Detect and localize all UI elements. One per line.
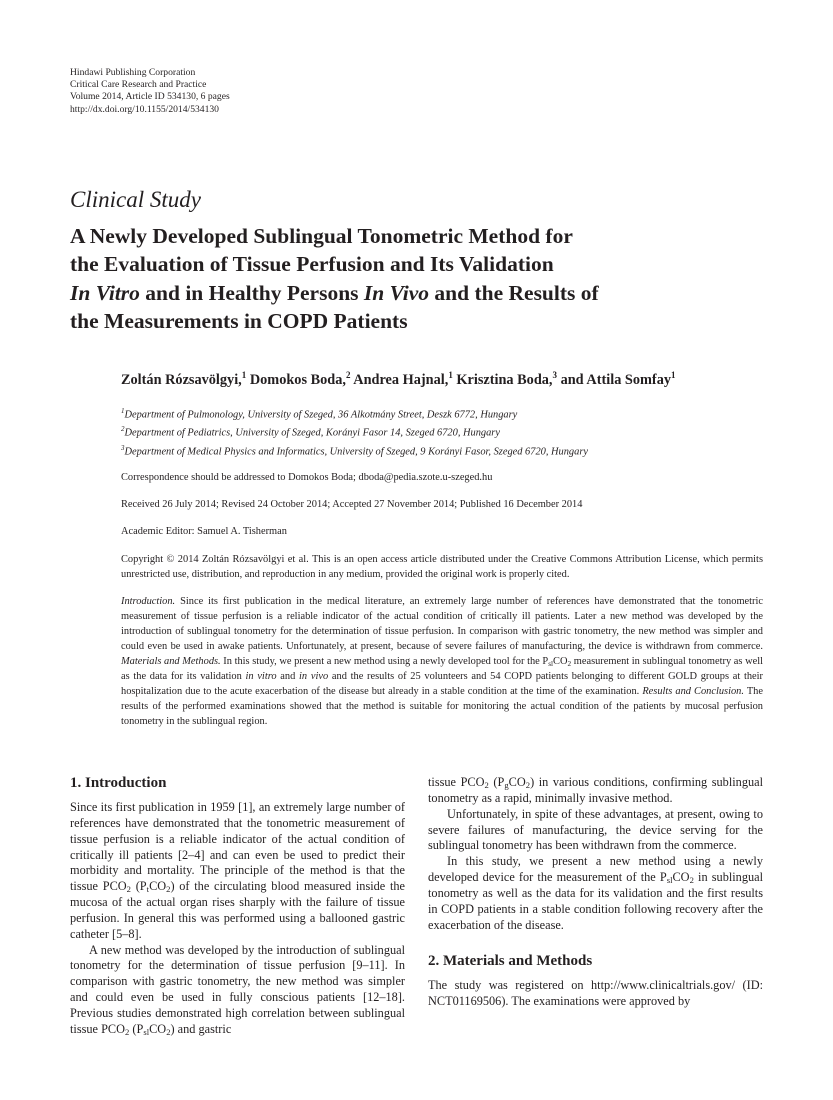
abstract [121,594,763,729]
text-run: and in Healthy Persons [139,280,364,305]
subscript: sl [548,659,554,668]
front-matter [121,404,763,729]
subscript: 2 [689,875,694,886]
section-heading-introduction: 1. Introduction [70,775,167,791]
publisher: Hindawi Publishing Corporation [70,67,196,78]
copyright-notice: Copyright © 2014 Zoltán Rózsavölgyi et al. This is an open access article distributed under the Creative Commons Attribution License, which permits unrestricted use, distribution, and reproduction in any medium, provided the original work is properly cited. [121,554,763,581]
subscript: 2 [484,780,489,791]
right-column [428,775,763,1010]
affiliation [121,441,763,459]
affiliation-marker: 3 [552,370,557,380]
italic-text: in vivo [299,670,329,682]
text-run: ) in various conditions, confirming sublingual tonometry as a rapid, minimally invasive method. [428,775,763,805]
affiliation-number: 1 [121,407,125,415]
title-line [70,222,770,250]
text-run: The results of the performed examinations showed that the method is suitable for monitoring the actual condition of the patients by mucosal perfusion tonometry in the sublingual region. [121,685,763,727]
text-run: In this study, we present a new method using a newly developed tool for the P [220,655,549,667]
subscript: 2 [126,884,131,895]
text-run: ) of the circulating blood measured inside the mucosa of the actual organ rises sharply with the failure of tissue perfusion. In general this was performed using a ballooned gastric catheter [5–8]. [70,879,406,941]
body-paragraph [428,775,763,807]
text-run: (P [130,879,147,894]
author-list [121,370,676,389]
title-line [70,250,770,278]
subscript: 2 [166,1026,171,1037]
affiliations [121,404,763,459]
italic-text: In Vivo [363,280,430,305]
left-column [70,773,405,1038]
italic-text: Materials and Methods. [121,655,221,667]
affiliation-number: 2 [121,425,125,434]
paper-title [70,222,770,335]
text-run: and [276,670,300,682]
author-name: and Attila Somfay [557,371,671,388]
subscript: sl [666,875,673,886]
journal-name: Critical Care Research and Practice [70,79,207,91]
italic-text: Results and Conclusion. [642,685,744,697]
body-paragraph [428,807,763,855]
affiliation-marker: 1 [671,370,676,380]
italic-text: In Vitro [70,280,140,305]
author-name: Andrea Hajnal, [350,371,449,388]
text-run: CO [508,775,526,789]
text-run: (P [488,775,505,789]
affiliation [121,422,763,440]
subscript: 2 [525,780,531,791]
text-run: the Measurements in COPD Patients [70,308,408,333]
affiliation [121,404,763,422]
author-name: Domokos Boda, [246,371,346,388]
text-run: In this study, we present a new method using a newly developed device for the measurement of the P [428,854,763,885]
title-line [70,307,770,335]
text-run: A Newly Developed Sublingual Tonometric Method for [70,224,573,248]
affiliation-text: Department of Pediatrics, University of Szeged, Korányi Fasor 14, Szeged 6720, Hungary [124,427,500,439]
subscript: sl [143,1026,150,1037]
author-name: Zoltán Rózsavölgyi, [121,371,242,388]
body-paragraph [428,854,763,933]
text-run: Since its first publication in the medical literature, an extremely large number of references have demonstrated that the tonometric measurement of tissue perfusion is a reliable indicator of the actual condition of critically ill patients. Later a new method was developed by the introduction of sublingual tonometry for the determination of tissue perfusion. In comparison with gastric tonometry, the new method was simpler and could even be used in awake patients. Unfortunately, at present, because of severe failures of manufacturing, the device is withdrawn from commerce. [121,595,763,652]
body-paragraph [70,943,405,1038]
subscript: g [504,780,509,791]
text-run: CO [149,1021,167,1036]
text-run: The study was registered on http://www.clinicaltrials.gov/ (ID: NCT01169506). The examinations were approved by [428,978,763,1009]
correspondence: Correspondence should be addressed to Domokos Boda; dboda@pedia.szote.u-szeged.hu [121,472,493,484]
affiliation-marker: 2 [345,370,351,380]
subscript: 2 [166,884,171,895]
doi-link[interactable]: http://dx.doi.org/10.1155/2014/534130 [70,103,219,115]
text-run: the Evaluation of Tissue Perfusion and Its Validation [70,252,554,277]
author-name: Krisztina Boda, [452,371,553,388]
text-run: in sublingual tonometry as well as the data for its validation and the first results in COPD patients in a stable condition following recovery after the exacerbation of the disease. [428,870,763,932]
text-run: A new method was developed by the introduction of sublingual tonometry for the determination of tissue perfusion [9–11]. In comparison with gastric tonometry, the new method was simpler and could even be used in fully conscious patients [12–18]. Previous studies demonstrated high correlation between sublingual tissue PCO [70,942,405,1036]
text-run: CO [149,879,167,894]
title-line [70,279,770,307]
publication-dates: Received 26 July 2014; Revised 24 October 2014; Accepted 27 November 2014; Published 16 December 2014 [121,499,583,511]
journal-header [70,67,230,116]
affiliation-marker: 1 [241,370,247,380]
body-paragraph [428,978,763,1010]
text-run: Since its first publication in 1959 [1], an extremely large number of references have demonstrated that the tonometric measurement of tissue perfusion is a reliable indicator of the actual condition of critically ill patients [2–4] and can even be used to predict their morbidity and mortality. The principle of the method is that the tissue PCO [70,800,405,894]
text-run: tissue PCO [428,775,485,789]
subscript: 2 [567,659,572,668]
academic-editor: Academic Editor: Samuel A. Tisherman [121,526,287,538]
italic-text: Introduction. [121,595,176,607]
text-run: CO [672,870,690,885]
text-run: ) and gastric [170,1021,232,1036]
section-heading-methods: 2. Materials and Methods [428,953,593,970]
article-type: Clinical Study [70,187,201,212]
text-run: CO [553,655,568,667]
affiliation-text: Department of Pulmonology, University of Szeged, 36 Alkotmány Street, Deszk 6772, Hungary [124,409,518,421]
affiliation-number: 3 [121,443,125,452]
body-paragraph [70,800,405,943]
italic-text: in vitro [245,670,277,682]
text-run: (P [129,1021,144,1036]
subscript: 2 [125,1026,130,1037]
affiliation-marker: 1 [448,370,453,380]
text-run: and the results of 25 volunteers and 54 COPD patients belonging to different GOLD groups at their hospitalization due to the acute exacerbation of the disease but already in a stable condition at the time of the examination. [121,670,764,697]
text-run: and the Results of [429,280,599,305]
volume-info: Volume 2014, Article ID 534130, 6 pages [70,91,230,103]
affiliation-text: Department of Medical Physics and Informatics, University of Szeged, 9 Korányi Fasor, Szeged 6720, Hungary [124,446,588,458]
text-run: measurement in sublingual tonometry as well as the data for its validation [121,655,763,682]
text-run: Unfortunately, in spite of these advantages, at present, owing to severe failures of manufacturing, the device serving for the sublingual tonometry has been withdrawn from the commerce. [428,806,763,853]
subscript: t [146,884,150,895]
